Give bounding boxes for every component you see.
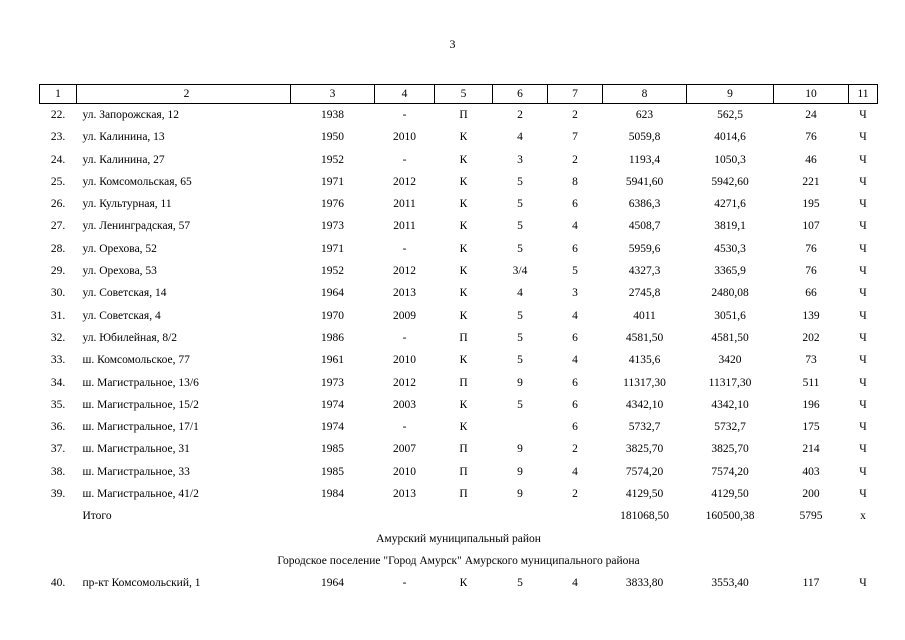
cell-col-8: 2745,8 xyxy=(628,287,661,300)
cell-col-4: 2012 xyxy=(393,175,416,188)
table-row xyxy=(40,349,878,371)
cell-col-3: 1976 xyxy=(321,198,344,211)
cell-col-11: Ч xyxy=(859,398,867,411)
cell-col-2: ул. Культурная, 11 xyxy=(82,198,172,211)
cell-col-5: К xyxy=(459,220,468,233)
cell-col-6: 3/4 xyxy=(512,265,528,278)
cell-col-6: 5 xyxy=(517,398,523,411)
cell-col-4: - xyxy=(402,331,407,344)
cell-col-9: 3819,1 xyxy=(714,220,746,233)
cell-col-10: 76 xyxy=(805,265,817,278)
cell-col-7: 4 xyxy=(572,309,578,322)
cell-col-1: 24. xyxy=(50,153,66,166)
cell-col-6: 5 xyxy=(517,198,523,211)
cell-col-1: 39. xyxy=(50,488,66,501)
cell-col-6: 5 xyxy=(517,242,523,255)
cell-col-10: 221 xyxy=(802,175,820,188)
cell-col-4: 2010 xyxy=(393,131,416,144)
cell-col-8: 3825,70 xyxy=(625,443,664,456)
cell-col-5: К xyxy=(459,175,468,188)
cell-col-9: 160500,38 xyxy=(705,510,755,523)
cell-col-5: П xyxy=(459,443,468,456)
cell-col-10: 202 xyxy=(802,331,820,344)
cell-col-6: 3 xyxy=(517,153,523,166)
cell-col-6 xyxy=(493,416,548,438)
cell-col-4: 2012 xyxy=(393,265,416,278)
cell-col-2: пр-кт Комсомольский, 1 xyxy=(82,577,201,590)
cell-col-8: 4135,6 xyxy=(628,354,661,367)
cell-col-9: 2480,08 xyxy=(711,287,749,300)
cell-col-11: Ч xyxy=(859,198,867,211)
cell-col-7 xyxy=(548,505,603,527)
cell-col-7: 7 xyxy=(572,131,578,144)
cell-col-6: 9 xyxy=(517,376,523,389)
cell-col-7: 6 xyxy=(572,376,578,389)
cell-col-5: К xyxy=(459,354,468,367)
cell-col-2: ул. Советская, 14 xyxy=(82,287,167,300)
table-row xyxy=(40,394,878,416)
cell-col-7: 7 xyxy=(548,85,603,104)
cell-col-10: 200 xyxy=(802,488,820,501)
cell-col-7: 3 xyxy=(572,287,578,300)
cell-col-4: 2012 xyxy=(393,376,416,389)
cell-col-3 xyxy=(291,505,375,527)
cell-col-9: 4014,6 xyxy=(714,131,746,144)
cell-col-5: К xyxy=(459,309,468,322)
cell-col-10: 66 xyxy=(805,287,817,300)
cell-col-1: 33. xyxy=(50,354,66,367)
cell-col-5: К xyxy=(459,398,468,411)
cell-col-2: ул. Ленинградская, 57 xyxy=(82,220,191,233)
cell-col-2: ш. Магистральное, 15/2 xyxy=(82,398,199,411)
cell-col-6 xyxy=(493,505,548,527)
cell-col-8: 1193,4 xyxy=(628,153,661,166)
cell-col-5: К xyxy=(459,287,468,300)
cell-col-5: П xyxy=(459,331,468,344)
cell-col-8: 5732,7 xyxy=(628,421,661,434)
cell-col-5: П xyxy=(459,109,468,121)
cell-col-10: 76 xyxy=(805,242,817,255)
cell-col-6: 5 xyxy=(517,220,523,233)
table-row xyxy=(40,171,878,193)
cell-col-11: Ч xyxy=(859,109,867,121)
cell-col-1 xyxy=(40,505,77,527)
cell-col-9: 3365,9 xyxy=(714,265,746,278)
cell-col-11: Ч xyxy=(859,265,867,278)
cell-col-2: ш. Магистральное, 33 xyxy=(82,465,190,478)
cell-col-8: 6386,3 xyxy=(628,198,661,211)
cell-col-6: 2 xyxy=(517,109,523,121)
cell-col-7: 2 xyxy=(572,109,578,121)
cell-col-4: 2010 xyxy=(393,465,416,478)
cell-col-3: 1952 xyxy=(321,265,344,278)
table-row xyxy=(40,126,878,148)
cell-col-9: 4129,50 xyxy=(711,488,749,501)
cell-col-11: 11 xyxy=(849,85,878,104)
cell-col-10: 46 xyxy=(805,153,817,166)
cell-col-8: 5059,8 xyxy=(628,131,661,144)
cell-col-1: 22. xyxy=(50,109,66,121)
cell-col-4: 2007 xyxy=(393,443,416,456)
cell-col-4: 2013 xyxy=(393,488,416,501)
cell-col-1: 37. xyxy=(50,443,66,456)
table-row xyxy=(40,193,878,215)
cell-col-8: 5959,6 xyxy=(628,242,661,255)
cell-col-1: 30. xyxy=(50,287,66,300)
page-number: 3 xyxy=(449,37,456,51)
cell-col-9: 4530,3 xyxy=(714,242,746,255)
cell-col-6: 5 xyxy=(517,577,523,590)
table-row xyxy=(40,327,878,349)
cell-col-11: х xyxy=(860,510,866,523)
cell-col-7: 6 xyxy=(572,331,578,344)
cell-col-11: Ч xyxy=(859,488,867,501)
cell-col-9: 3825,70 xyxy=(711,443,749,456)
cell-col-2: ш. Магистральное, 41/2 xyxy=(82,488,199,501)
cell-col-4: 2011 xyxy=(393,198,416,211)
cell-col-6: 5 xyxy=(517,331,523,344)
cell-col-1: 27. xyxy=(50,220,66,233)
cell-col-8: 3833,80 xyxy=(625,577,664,590)
cell-col-3: 3 xyxy=(291,85,375,104)
cell-col-1: 40. xyxy=(50,577,66,590)
cell-col-2: 2 xyxy=(77,85,291,104)
table-row xyxy=(40,372,878,394)
cell-col-6: 4 xyxy=(517,131,523,144)
cell-col-2: ул. Калинина, 13 xyxy=(82,131,165,144)
section-settlement xyxy=(40,550,878,572)
cell-col-8: 4129,50 xyxy=(625,488,664,501)
cell-col-7: 8 xyxy=(572,175,578,188)
cell-col-11: Ч xyxy=(859,331,867,344)
cell-col-2: ул. Комсомольская, 65 xyxy=(82,175,192,188)
section-settlement-text: Городское поселение "Город Амурск" Амурского муниципального района xyxy=(277,554,640,567)
cell-col-9: 3553,40 xyxy=(711,577,749,590)
cell-col-7: 5 xyxy=(572,265,578,278)
cell-col-3: 1971 xyxy=(321,175,344,188)
cell-col-3: 1974 xyxy=(321,398,344,411)
cell-col-9: 1050,3 xyxy=(714,153,746,166)
cell-col-4: 2013 xyxy=(393,287,416,300)
cell-col-2: Итого xyxy=(82,510,112,523)
cell-col-2: ул. Советская, 4 xyxy=(82,309,161,322)
cell-col-5: П xyxy=(459,376,468,389)
cell-col-3: 1985 xyxy=(321,443,344,456)
table-row xyxy=(40,572,878,594)
cell-col-8: 11317,30 xyxy=(623,376,666,389)
cell-col-9: 3051,6 xyxy=(714,309,746,322)
cell-col-4 xyxy=(375,505,435,527)
cell-col-4: - xyxy=(402,421,407,434)
cell-col-5: К xyxy=(459,198,468,211)
cell-col-3: 1950 xyxy=(321,131,344,144)
cell-col-11: Ч xyxy=(859,287,867,300)
cell-col-1: 35. xyxy=(50,398,66,411)
cell-col-8: 623 xyxy=(635,109,654,121)
cell-col-10: 195 xyxy=(802,198,820,211)
cell-col-9: 4271,6 xyxy=(714,198,746,211)
cell-col-3: 1986 xyxy=(321,331,344,344)
section-district-text: Амурский муниципальный район xyxy=(376,532,541,545)
cell-col-7: 4 xyxy=(572,465,578,478)
cell-col-8: 4508,7 xyxy=(628,220,661,233)
cell-col-6: 6 xyxy=(493,85,548,104)
cell-col-1: 1 xyxy=(40,85,77,104)
cell-col-3: 1964 xyxy=(321,577,344,590)
cell-col-5: П xyxy=(459,488,468,501)
cell-col-3: 1984 xyxy=(321,488,344,501)
cell-col-3: 1964 xyxy=(321,287,344,300)
cell-col-8: 5941,60 xyxy=(625,175,664,188)
cell-col-2: ул. Калинина, 27 xyxy=(82,153,165,166)
cell-col-6: 5 xyxy=(517,175,523,188)
cell-col-9: 9 xyxy=(687,85,774,104)
cell-col-7: 6 xyxy=(572,398,578,411)
cell-col-5: К xyxy=(459,421,468,434)
total-row xyxy=(40,505,878,527)
table-row xyxy=(40,483,878,505)
cell-col-8: 4011 xyxy=(633,309,656,322)
cell-col-11: Ч xyxy=(859,153,867,166)
cell-col-5: К xyxy=(459,131,468,144)
table-row xyxy=(40,438,878,460)
cell-col-6: 9 xyxy=(517,443,523,456)
cell-col-2: ш. Комсомольское, 77 xyxy=(82,354,190,367)
cell-col-1: 29. xyxy=(50,265,66,278)
cell-col-2: ш. Магистральное, 31 xyxy=(82,443,190,456)
cell-col-3: 1973 xyxy=(321,220,344,233)
cell-col-8: 181068,50 xyxy=(620,510,669,523)
cell-col-3: 1961 xyxy=(321,354,344,367)
cell-col-10: 5795 xyxy=(799,510,823,523)
cell-col-7: 2 xyxy=(572,488,578,501)
cell-col-4: 2003 xyxy=(393,398,416,411)
table-row xyxy=(40,282,878,304)
table-row xyxy=(40,104,878,127)
cell-col-5: 5 xyxy=(435,85,493,104)
cell-col-7: 6 xyxy=(572,242,578,255)
cell-col-1: 25. xyxy=(50,175,66,188)
table-row xyxy=(40,305,878,327)
cell-col-10: 76 xyxy=(805,131,817,144)
cell-col-1: 23. xyxy=(50,131,66,144)
cell-col-2: ул. Орехова, 52 xyxy=(82,242,157,255)
cell-col-10: 175 xyxy=(802,421,820,434)
cell-col-2: ш. Магистральное, 17/1 xyxy=(82,421,199,434)
cell-col-3: 1938 xyxy=(321,109,344,121)
cell-col-10: 139 xyxy=(802,309,820,322)
cell-col-8: 4581,50 xyxy=(625,331,664,344)
cell-col-11: Ч xyxy=(859,577,867,590)
cell-col-7: 2 xyxy=(572,443,578,456)
cell-col-4: 2009 xyxy=(393,309,416,322)
cell-col-10: 117 xyxy=(802,577,820,590)
cell-col-10: 10 xyxy=(774,85,849,104)
cell-col-4: - xyxy=(402,577,407,590)
cell-col-8: 4327,3 xyxy=(628,265,661,278)
cell-col-11: Ч xyxy=(859,421,867,434)
cell-col-10: 196 xyxy=(802,398,820,411)
cell-col-1: 34. xyxy=(50,376,66,389)
cell-col-6: 5 xyxy=(517,309,523,322)
cell-col-11: Ч xyxy=(859,175,867,188)
cell-col-10: 511 xyxy=(802,376,820,389)
cell-col-6: 4 xyxy=(517,287,523,300)
cell-col-3: 1970 xyxy=(321,309,344,322)
section-district xyxy=(40,528,878,550)
cell-col-8: 7574,20 xyxy=(625,465,664,478)
cell-col-7: 6 xyxy=(572,198,578,211)
housing-table xyxy=(39,84,878,595)
cell-col-5: П xyxy=(459,465,468,478)
table-row xyxy=(40,461,878,483)
cell-col-11: Ч xyxy=(859,443,867,456)
table-row xyxy=(40,416,878,438)
cell-col-7: 2 xyxy=(572,153,578,166)
table-row xyxy=(40,260,878,282)
cell-col-11: Ч xyxy=(859,376,867,389)
cell-col-2: ул. Запорожская, 12 xyxy=(82,109,179,121)
cell-col-7: 4 xyxy=(572,577,578,590)
cell-col-5 xyxy=(435,505,493,527)
cell-col-1: 38. xyxy=(50,465,66,478)
cell-col-1: 36. xyxy=(50,421,66,434)
cell-col-11: Ч xyxy=(859,465,867,478)
cell-col-9: 5732,7 xyxy=(714,421,746,434)
table-row xyxy=(40,238,878,260)
cell-col-3: 1952 xyxy=(321,153,344,166)
cell-col-11: Ч xyxy=(859,220,867,233)
cell-col-3: 1973 xyxy=(321,376,344,389)
cell-col-9: 11317,30 xyxy=(708,376,752,389)
cell-col-9: 4581,50 xyxy=(711,331,749,344)
cell-col-4: - xyxy=(402,153,407,166)
cell-col-9: 3420 xyxy=(718,354,742,367)
cell-col-11: Ч xyxy=(859,131,867,144)
table-row xyxy=(40,215,878,237)
cell-col-11: Ч xyxy=(859,242,867,255)
cell-col-1: 26. xyxy=(50,198,66,211)
cell-col-2: ш. Магистральное, 13/6 xyxy=(82,376,199,389)
cell-col-7: 6 xyxy=(572,421,578,434)
cell-col-7: 4 xyxy=(572,354,578,367)
cell-col-4: 2010 xyxy=(393,354,416,367)
cell-col-9: 4342,10 xyxy=(711,398,749,411)
cell-col-10: 24 xyxy=(805,109,817,121)
cell-col-1: 28. xyxy=(50,242,66,255)
cell-col-7: 4 xyxy=(572,220,578,233)
cell-col-11: Ч xyxy=(859,354,867,367)
cell-col-5: К xyxy=(459,153,468,166)
cell-col-4: 2011 xyxy=(393,220,416,233)
cell-col-9: 7574,20 xyxy=(711,465,749,478)
cell-col-10: 214 xyxy=(802,443,820,456)
cell-col-3: 1985 xyxy=(321,465,344,478)
cell-col-1: 32. xyxy=(50,331,66,344)
cell-col-10: 107 xyxy=(802,220,820,233)
header-row xyxy=(40,85,878,104)
cell-col-10: 73 xyxy=(805,354,817,367)
table-row xyxy=(40,149,878,171)
cell-col-4: 4 xyxy=(375,85,435,104)
cell-col-3: 1974 xyxy=(321,421,344,434)
cell-col-10: 403 xyxy=(802,465,820,478)
cell-col-4: - xyxy=(402,242,407,255)
cell-col-3: 1971 xyxy=(321,242,344,255)
cell-col-5: К xyxy=(459,265,468,278)
cell-col-11: Ч xyxy=(859,309,867,322)
cell-col-6: 9 xyxy=(517,488,523,501)
cell-col-1: 31. xyxy=(50,309,66,322)
cell-col-2: ул. Орехова, 53 xyxy=(82,265,157,278)
cell-col-5: К xyxy=(459,242,468,255)
cell-col-6: 9 xyxy=(517,465,523,478)
cell-col-8: 8 xyxy=(603,85,687,104)
cell-col-6: 5 xyxy=(517,354,523,367)
cell-col-5: К xyxy=(459,577,468,590)
cell-col-9: 562,5 xyxy=(717,109,743,121)
cell-col-2: ул. Юбилейная, 8/2 xyxy=(82,331,178,344)
cell-col-9: 5942,60 xyxy=(711,175,749,188)
cell-col-8: 4342,10 xyxy=(625,398,664,411)
cell-col-4: - xyxy=(402,109,407,121)
